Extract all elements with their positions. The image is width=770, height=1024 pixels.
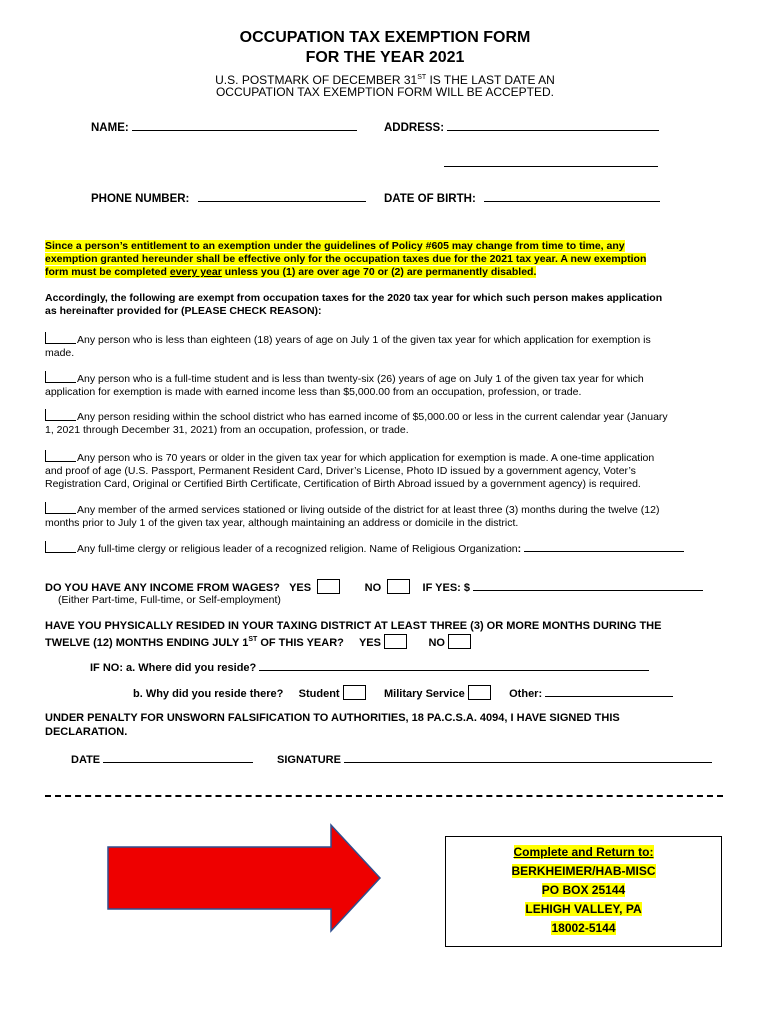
residence-no-checkbox[interactable] — [448, 634, 471, 649]
return-line-1: BERKHEIMER/HAB-MISC — [511, 864, 656, 878]
reason-low-income: Any person residing within the school district who has earned income of $5,000.00 or less in the current calendar year (January 1, 2021 through December 31, 2021) from an occupation, profession, or trade. — [45, 411, 668, 436]
income-note: (Either Part-time, Full-time, or Self-employment) — [58, 594, 281, 606]
reason-checkbox[interactable] — [45, 541, 76, 553]
name-field[interactable]: NAME: — [91, 119, 357, 134]
income-amount-field[interactable] — [473, 580, 703, 591]
dob-field[interactable]: DATE OF BIRTH: — [384, 190, 660, 205]
declaration: UNDER PENALTY FOR UNSWORN FALSIFICATION TO AUTHORITIES, 18 PA.C.S.A. 4094, I HAVE SIGNED THIS DECLARATION. — [45, 712, 620, 738]
reason-under-18: Any person who is less than eighteen (18) years of age on July 1 of the given tax year for which application for exemption is made. — [45, 334, 651, 359]
religious-organization-field[interactable] — [524, 541, 684, 552]
other-reason-field[interactable] — [545, 686, 673, 697]
phone-field[interactable]: PHONE NUMBER: — [91, 190, 366, 205]
date-field[interactable]: DATE — [71, 752, 253, 766]
exemption-intro: Accordingly, the following are exempt from occupation taxes for the 2020 tax year for which such person makes application as hereinafter provided for (PLEASE CHECK REASON): — [45, 292, 663, 317]
return-line-3: LEHIGH VALLEY, PA — [525, 902, 642, 916]
student-checkbox[interactable] — [343, 685, 366, 700]
reason-checkbox[interactable] — [45, 371, 76, 383]
postmark-note-line1: U.S. POSTMARK OF DECEMBER 31ST IS THE LAST DATE AN — [215, 73, 555, 87]
exemption-notice: Since a person’s entitlement to an exemption under the guidelines of Policy #605 may change from time to time, any exemption granted hereunder shall be effective only for the occupation taxes due for the 2021 tax year. A new exemption form must be completed every year unless you (1) are over age 70 or (2) are permanently disabled. — [45, 240, 647, 278]
residence-where: IF NO: a. Where did you reside? — [90, 660, 649, 674]
form-title: OCCUPATION TAX EXEMPTION FORM — [239, 29, 531, 46]
residence-why: b. Why did you reside there? Student Military Service Other: — [133, 685, 673, 700]
reason-checkbox[interactable] — [45, 332, 76, 344]
cut-line — [45, 795, 723, 797]
return-heading: Complete and Return to: — [513, 845, 654, 859]
reason-student: Any person who is a full-time student and is less than twenty-six (26) years of age on July 1 of the given tax year for which application for exemption is made with earned income less than $5,000.00 from an occupation, profession, or trade. — [45, 373, 644, 398]
signature-field[interactable]: SIGNATURE — [277, 752, 712, 766]
military-checkbox[interactable] — [468, 685, 491, 700]
residence-question: HAVE YOU PHYSICALLY RESIDED IN YOUR TAXING DISTRICT AT LEAST THREE (3) OR MORE MONTHS DURING THE TWELVE (12) MONTHS ENDING JULY 1ST OF THIS YEAR? YES NO — [45, 620, 662, 649]
address-field-line2[interactable] — [444, 154, 658, 167]
reason-armed-services: Any member of the armed services stationed or living outside of the district for at least three (3) months during the twelve (12) months prior to July 1 of the given tax year, although maintaining an address or domicile in the district. — [45, 504, 660, 529]
reason-checkbox[interactable] — [45, 502, 76, 514]
reason-checkbox[interactable] — [45, 409, 76, 421]
residence-where-field[interactable] — [259, 660, 649, 671]
return-address-box — [445, 836, 722, 947]
return-line-2: PO BOX 25144 — [541, 883, 626, 897]
address-field[interactable]: ADDRESS: — [384, 119, 659, 134]
income-question: DO YOU HAVE ANY INCOME FROM WAGES? YES NO IF YES: $ — [45, 579, 703, 594]
red-arrow-icon — [105, 822, 383, 934]
income-no-checkbox[interactable] — [387, 579, 410, 594]
residence-yes-checkbox[interactable] — [384, 634, 407, 649]
form-year: FOR THE YEAR 2021 — [305, 49, 465, 66]
reason-checkbox[interactable] — [45, 450, 76, 462]
reason-age-70: Any person who is 70 years or older in the given tax year for which application for exemption is made. A one-time application and proof of age (U.S. Passport, Permanent Resident Card, Driver’s License, Photo ID issued by a government agency, Voter’s Registration Card, Original or Certified Birth Certificate, Certification of Birth Abroad issued by a government agency) is required. — [45, 452, 655, 490]
income-yes-checkbox[interactable] — [317, 579, 340, 594]
return-line-4: 18002-5144 — [551, 921, 616, 935]
reason-clergy: Any full-time clergy or religious leader of a recognized religion. Name of Religious Organization: — [45, 541, 735, 556]
postmark-note-line2: OCCUPATION TAX EXEMPTION FORM WILL BE ACCEPTED. — [215, 85, 555, 99]
